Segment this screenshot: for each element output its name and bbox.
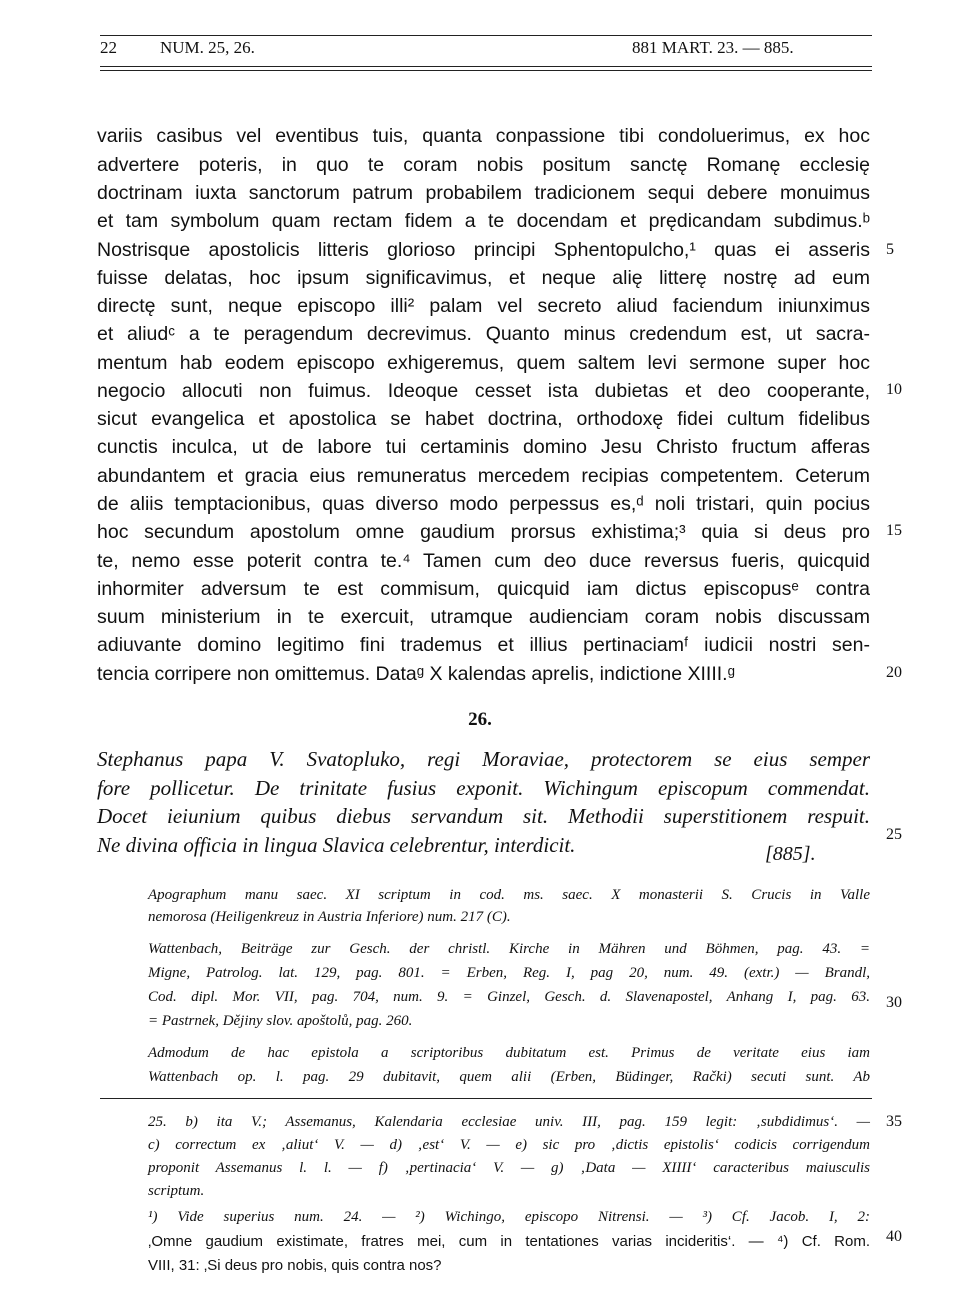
apparatus-line: nemorosa (Heiligenkreuz in Austria Inferiore) num. 217 (C). — [148, 909, 511, 925]
header-date: 881 MART. 23. — 885. — [632, 38, 794, 57]
apparatus-line: Migne, Patrolog. lat. 129, pag. 801. = Erben, Reg. I, pag 20, num. 49. (extr.) — Brandl, — [148, 965, 870, 981]
footnote-line: scriptum. — [148, 1183, 205, 1199]
text-line: suum ministerium in te exercuit, utramque audienciam coram nobis discussam — [97, 606, 870, 628]
header-rule-bottom — [100, 66, 872, 67]
text-line: mentum hab eodem episcopo exhigeremus, quem saltem levi sermone super hoc — [97, 352, 870, 374]
line-number: 35 — [886, 1113, 902, 1130]
line-number: 5 — [886, 241, 894, 258]
text-line: adiuvante domino legitimo fini trademus et illius pertinaciamᶠ iudicii nostri sen- — [97, 634, 870, 656]
line-number: 30 — [886, 994, 902, 1011]
footnote-line: proponit Assemanus l. l. — f) ‚pertinacia‘ V. — g) ‚Data — XIIII‘ caracteribus maiusculis — [148, 1160, 870, 1176]
text-line: negocio allocuti non fuimus. Ideoque cesset ista dubietas et deo cooperante, — [97, 380, 870, 402]
text-line: hoc secundum apostolum omne gaudium prorsus exhistima;³ quia si deus pro — [97, 521, 870, 543]
text-line: variis casibus vel eventibus tuis, quanta conpassione tibi condoluerimus, ex hoc — [97, 125, 870, 147]
footnote-line: ¹) Vide superius num. 24. — ²) Wichingo, episcopo Nitrensi. — ³) Cf. Jacob. I, 2: — [148, 1209, 870, 1225]
footnote-rule — [100, 1098, 872, 1099]
line-number: 40 — [886, 1228, 902, 1245]
summary-line: Docet ieiunium quibus diebus servandum sit. Methodii superstitionem respuit. — [97, 804, 870, 828]
summary-line: Stephanus papa V. Svatopluko, regi Moraviae, protectorem se eius semper — [97, 747, 870, 771]
summary-line: Ne divina officia in lingua Slavica celebrentur, interdicit. — [97, 833, 576, 857]
text-line: Nostrisque apostolicis litteris glorioso principi Sphentopulcho,¹ quas ei asseris — [97, 239, 870, 261]
text-line: doctrinam iuxta sanctorum patrum probabilem tradicionem sequi debere monuimus — [97, 182, 870, 204]
text-line: et tam symbolum quam rectam fidem a te docendam et prędicandam subdimus.ᵇ — [97, 210, 870, 232]
apparatus-line: Cod. dipl. Mor. VII, pag. 704, num. 9. = Ginzel, Gesch. d. Slavenapostel, Anhang I, pag. 63. — [148, 989, 870, 1005]
apparatus-line: Wattenbach op. l. pag. 29 dubitavit, quem alii (Erben, Büdinger, Rački) secuti sunt. Ab — [148, 1069, 870, 1085]
text-line: abundantem et gracia eius remuneratus mercedem recipias competentem. Ceterum — [97, 465, 870, 487]
header-rule-bottom-2 — [100, 70, 872, 71]
apparatus-line: Wattenbach, Beiträge zur Gesch. der christl. Kirche in Mähren und Böhmen, pag. 43. = — [148, 941, 870, 957]
footnote-line: c) correctum ex ‚aliut‘ V. — d) ‚est‘ V. — e) sic pro ‚dictis epistolis‘ codicis corrigendum — [148, 1137, 870, 1153]
header-rule-top — [100, 35, 872, 36]
text-line: de aliis temptacionibus, quas diverso modo perpessus es,ᵈ noli tristari, quin pocius — [97, 493, 870, 515]
footnote-line: VIII, 31: ‚Si deus pro nobis, quis contra nos? — [148, 1257, 442, 1274]
apparatus-line: Apographum manu saec. XI scriptum in cod. ms. saec. X monasterii S. Crucis in Valle — [148, 887, 870, 903]
text-line: inhormiter adversum te est commisum, quicquid iam dictus episcopusᵉ contra — [97, 578, 870, 600]
text-line: et aliudᶜ a te peragendum decrevimus. Quanto minus credendum est, ut sacra- — [97, 323, 870, 345]
text-line: te, nemo esse poterit contra te.⁴ Tamen cum deo duce reversus fueris, quicquid — [97, 550, 870, 572]
line-number: 15 — [886, 522, 902, 539]
footnote-line: ‚Omne gaudium existimate, fratres mei, cum in tentationes varias incideritis‘. — ⁴) Cf. Rom. — [148, 1233, 870, 1250]
text-line: advertere poteris, in quo te coram nobis positum sanctę Romanę ecclesię — [97, 154, 870, 176]
running-header — [100, 38, 872, 62]
page-number: 22 — [100, 38, 117, 57]
line-number: 25 — [886, 826, 902, 843]
text-line: directę sunt, neque episcopo illi² palam vel secreto aliud faciendum iniunximus — [97, 295, 870, 317]
summary-line: fore pollicetur. De trinitate fusius exponit. Wichingum episcopum commendat. — [97, 776, 870, 800]
text-line: sicut evangelica et apostolica se habet doctrina, orthodoxę fidei cultum fidelibus — [97, 408, 870, 430]
document-number: 26. — [468, 709, 492, 730]
text-line: tencia corripere non omittemus. Dataᵍ X kalendas aprelis, indictione XIIII.ᵍ — [97, 663, 735, 685]
line-number: 20 — [886, 664, 902, 681]
apparatus-line: = Pastrnek, Dějiny slov. apoštolů, pag. 260. — [148, 1013, 413, 1029]
apparatus-line: Admodum de hac epistola a scriptoribus dubitatum est. Primus de veritate eius iam — [148, 1045, 870, 1061]
footnote-line: 25. b) ita V.; Assemanus, Kalendaria ecclesiae univ. III, pag. 159 legit: ‚subdidimus‘. — — [148, 1114, 870, 1130]
text-line: cunctis inculca, ut de labore tui certaminis domino Jesu Christo fructum afferas — [97, 436, 870, 458]
line-number: 10 — [886, 381, 902, 398]
section-ref: NUM. 25, 26. — [160, 38, 255, 57]
summary-date: [885]. — [765, 843, 816, 865]
text-line: fuisse delatas, hoc ipsum significavimus, et neque alię litterę nostrę ad eum — [97, 267, 870, 289]
